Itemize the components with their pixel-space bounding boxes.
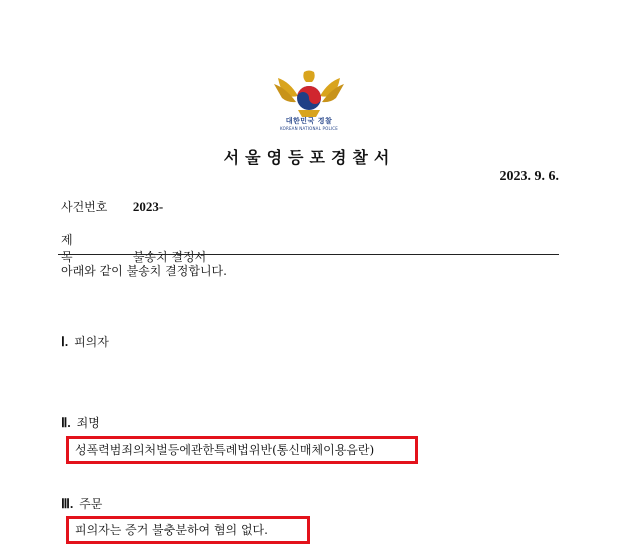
intro-text: 아래와 같이 불송치 결정합니다. xyxy=(61,264,227,278)
section-number: Ⅰ. xyxy=(61,334,69,349)
case-number-value: 2023- xyxy=(132,199,164,214)
section-disposition xyxy=(61,495,102,512)
case-number-label: 사건번호 xyxy=(61,200,108,214)
charge-highlight-box: 성폭력범죄의처벌등에관한특례법위반(통신매체이용음란) xyxy=(66,436,418,464)
section-title: 피의자 xyxy=(74,335,109,349)
header-divider xyxy=(58,254,559,255)
section-suspect xyxy=(61,333,109,350)
subject-value: 불송치 결정서 xyxy=(132,250,207,264)
section-number: Ⅲ. xyxy=(61,496,74,511)
case-number-row xyxy=(61,198,163,215)
emblem-korean-text: 대한민국 경찰 xyxy=(285,117,333,125)
section-title: 죄명 xyxy=(76,416,100,430)
disposition-highlight-box: 피의자는 증거 불충분하여 혐의 없다. xyxy=(66,516,310,544)
document-date: 2023. 9. 6. xyxy=(499,169,559,184)
emblem-english-text: KOREAN NATIONAL POLICE xyxy=(280,126,338,131)
section-charge xyxy=(61,414,100,431)
subject-label: 제목 xyxy=(61,233,101,264)
subject-row xyxy=(61,231,206,265)
section-title: 주문 xyxy=(79,497,103,511)
agency-title: 서울영등포경찰서 xyxy=(223,148,396,167)
section-number: Ⅱ. xyxy=(61,415,71,430)
